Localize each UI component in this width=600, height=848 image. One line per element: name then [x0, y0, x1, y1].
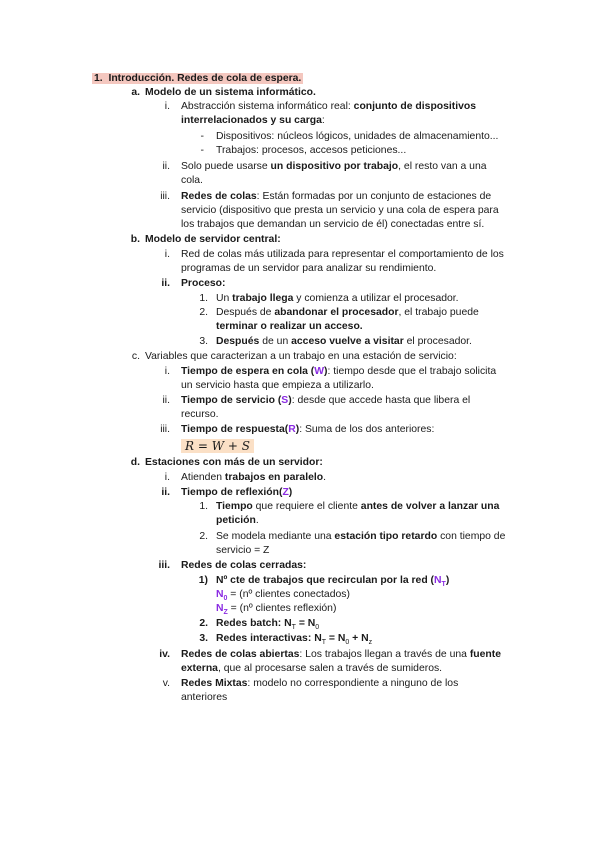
marker-b: b.: [130, 234, 140, 245]
a-i-bullet-1: Dispositivos: núcleos lógicos, unidades de almacenamiento...: [216, 131, 499, 142]
c-title: Variables que caracterizan a un trabajo en una estación de servicio:: [145, 351, 457, 362]
marker-d-ii-1: 1.: [199, 501, 208, 512]
c-ii-line2: recurso.: [181, 409, 219, 420]
d-iv-line2: externa, que al procesarse salen a través de sumideros.: [181, 663, 443, 674]
d-i-line: Atienden trabajos en paralelo.: [181, 472, 326, 483]
a-ii-line1: Solo puede usarse un dispositivo por trabajo, el resto van a una: [181, 161, 487, 172]
c-iii-line1: Tiempo de respuesta(R): Suma de los dos anteriores:: [181, 424, 435, 435]
marker-c: c.: [131, 351, 140, 362]
marker-d-iii-3: 3.: [199, 633, 208, 644]
marker-d-iii: iii.: [158, 560, 170, 571]
a-ii-line2: cola.: [181, 175, 203, 186]
d-v-line2: anteriores: [181, 692, 228, 703]
marker-c-ii: ii.: [162, 395, 170, 406]
b-ii-step-2-cont: terminar o realizar un acceso.: [216, 321, 363, 332]
b-i-line1: Red de colas más utilizada para representar el comportamiento de los: [181, 249, 504, 260]
a-iii-line3: los trabajos que demandan un servicio de él) conectadas entre sí.: [181, 219, 485, 230]
marker-b-i: i.: [164, 249, 170, 260]
marker-d-v: v.: [162, 678, 170, 689]
marker-step-1: 1.: [199, 293, 208, 304]
d-iii-step-3: Redes interactivas: $N_T = N_0 + N_z$: [216, 633, 373, 647]
marker-step-2: 2.: [199, 307, 208, 318]
d-iii-title: Redes de colas cerradas:: [181, 560, 307, 571]
marker-b-ii: ii.: [161, 278, 170, 289]
a-i-bullet-2: Trabajos: procesos, accesos peticiones...: [216, 145, 407, 156]
section-number: 1.: [94, 73, 103, 84]
a-i-line2: interrelacionados y su carga:: [181, 115, 325, 126]
a-i-line1: Abstracción sistema informático real: conjunto de dispositivos: [181, 101, 477, 112]
d-ii-title: Tiempo de reflexión(Z): [181, 487, 293, 498]
bullet-dash: -: [200, 131, 204, 142]
marker-d-iii-2: 2.: [199, 618, 208, 629]
bullet-dash: -: [200, 145, 204, 156]
marker-step-3: 3.: [199, 336, 208, 347]
marker-c-iii: iii.: [160, 424, 170, 435]
marker-d-iv: iv.: [159, 649, 170, 660]
a-title: Modelo de un sistema informático.: [145, 87, 316, 98]
marker-d-iii-1: 1): [198, 575, 208, 586]
b-ii-step-1: Un trabajo llega y comienza a utilizar el procesador.: [216, 293, 459, 304]
b-ii-title: Proceso:: [181, 278, 226, 289]
marker-d: d.: [130, 457, 140, 468]
marker-a: a.: [131, 87, 140, 98]
b-i-line2: programas de un servidor para analizar su rendimiento.: [181, 263, 437, 274]
c-ii-line1: Tiempo de servicio (S): desde que accede hasta que libera el: [181, 395, 471, 406]
d-iii-n0: $N_0$ = (nº clientes conectados): [216, 589, 350, 603]
b-ii-step-3: Después de un acceso vuelve a visitar el procesador.: [216, 336, 472, 347]
a-iii-line1: Redes de colas: Están formadas por un conjunto de estaciones de: [181, 191, 492, 202]
c-i-line2: un servicio hasta que empieza a utilizarlo.: [181, 380, 374, 391]
d-iii-nz: $N_Z$ = (nº clientes reflexión): [216, 603, 337, 617]
marker-c-i: i.: [164, 366, 170, 377]
a-iii-line2: servicio (dispositivo que presta un servicio y una cola de espera para: [181, 205, 499, 216]
b-title: Modelo de servidor central:: [145, 234, 281, 245]
d-iii-step-2: Redes batch: $N_T = N_0$: [216, 618, 320, 632]
d-ii-step-2: Se modela mediante una estación tipo retardo con tiempo de: [216, 531, 506, 542]
section-heading: [92, 72, 303, 86]
section-title: Introducción. Redes de cola de espera.: [108, 73, 302, 84]
marker-a-i: i.: [164, 101, 170, 112]
d-title: Estaciones con más de un servidor:: [145, 457, 323, 468]
b-ii-step-2: Después de abandonar el procesador, el trabajo puede: [216, 307, 479, 318]
marker-d-ii-2: 2.: [199, 531, 208, 542]
d-iv-line1: Redes de colas abiertas: Los trabajos llegan a través de una fuente: [181, 649, 501, 660]
d-ii-step-2-cont: servicio = Z: [216, 545, 270, 556]
d-iii-step-1: Nº cte de trabajos que recirculan por la red $(N_T)$: [216, 575, 450, 589]
marker-a-iii: iii.: [160, 191, 170, 202]
marker-d-i: i.: [164, 472, 170, 483]
c-i-line1: Tiempo de espera en cola (W): tiempo desde que el trabajo solicita: [181, 366, 497, 377]
d-ii-step-1-cont: petición.: [216, 515, 259, 526]
marker-d-ii: ii.: [161, 487, 170, 498]
marker-a-ii: ii.: [162, 161, 170, 172]
d-ii-step-1: Tiempo que requiere el cliente antes de volver a lanzar una: [216, 501, 500, 512]
c-iii-formula: R = W + S: [181, 439, 254, 455]
d-v-line1: Redes Mixtas: modelo no correspondiente a ninguno de los: [181, 678, 459, 689]
